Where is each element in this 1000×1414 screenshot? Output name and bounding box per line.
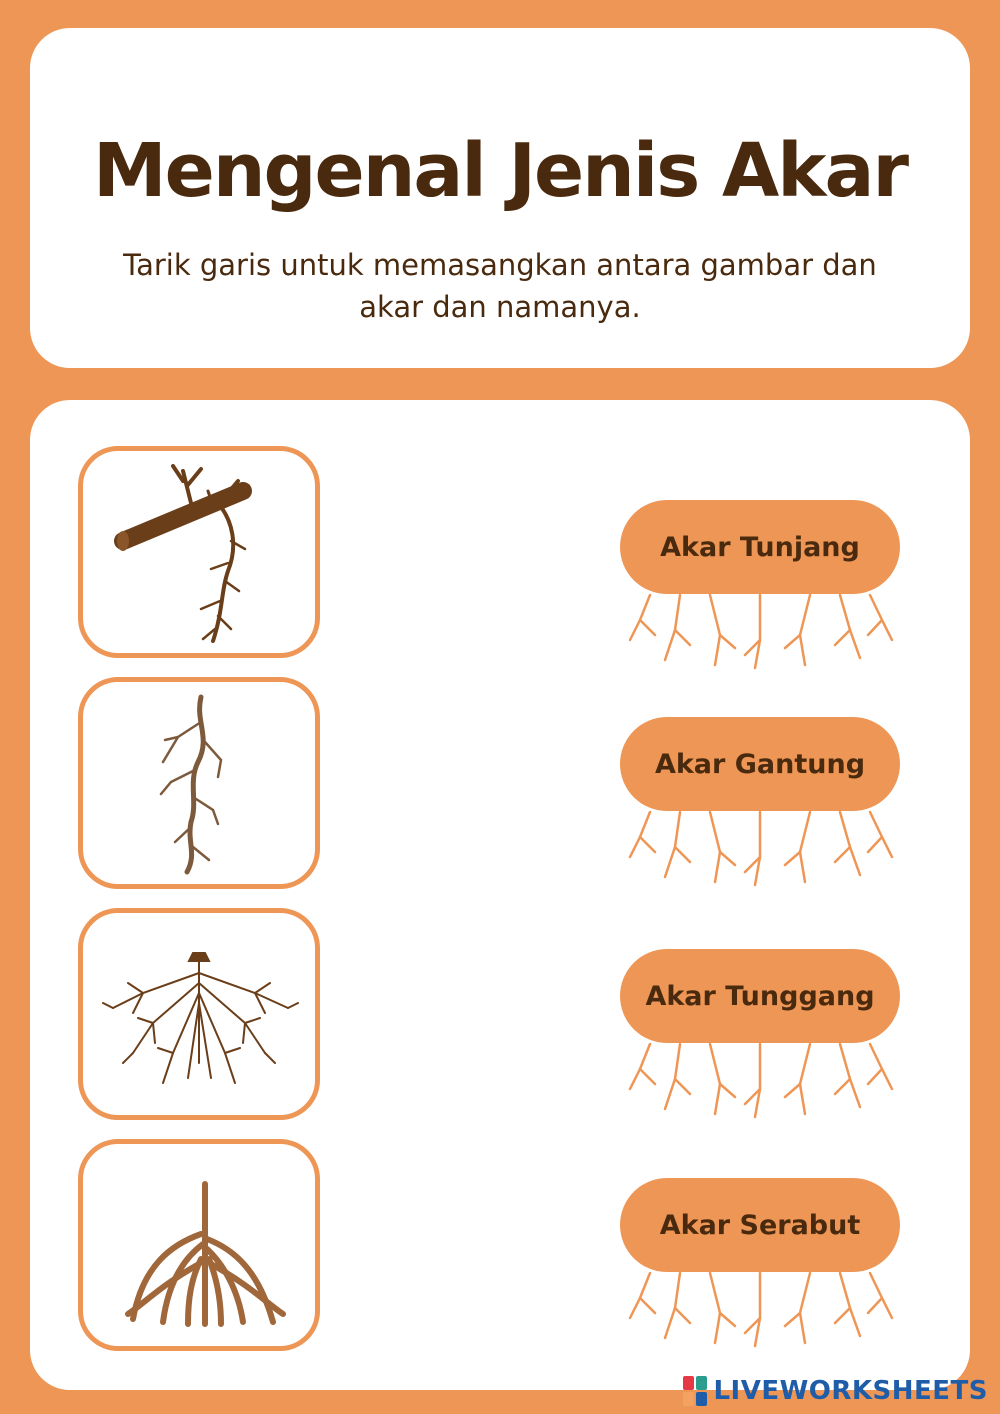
label-akar-gantung: Akar Gantung (620, 717, 900, 811)
fibrous-root-illustration (83, 913, 315, 1115)
root-image-card-1[interactable] (78, 446, 320, 658)
single-root-illustration (83, 682, 315, 884)
label-akar-serabut: Akar Serabut (620, 1178, 900, 1272)
instruction-text: Tarik garis untuk memasangkan antara gambar dan akar dan namanya. (123, 248, 877, 324)
branch-root-illustration (83, 451, 315, 653)
label-akar-tunjang: Akar Tunjang (620, 500, 900, 594)
root-image-card-3[interactable] (78, 908, 320, 1120)
liveworksheets-brand[interactable] (683, 1373, 988, 1409)
root-image-card-2[interactable] (78, 677, 320, 889)
label-card-3[interactable] (620, 949, 900, 1119)
label-card-1[interactable] (620, 500, 900, 670)
label-card-2[interactable] (620, 717, 900, 887)
page-title: Mengenal Jenis Akar (93, 128, 907, 214)
prop-root-illustration (83, 1144, 315, 1346)
root-image-card-4[interactable] (78, 1139, 320, 1351)
label-card-4[interactable] (620, 1178, 900, 1348)
liveworksheets-logo-icon (683, 1376, 707, 1406)
brand-name: LIVEWORKSHEETS (713, 1376, 988, 1406)
label-akar-tunggang: Akar Tunggang (620, 949, 900, 1043)
